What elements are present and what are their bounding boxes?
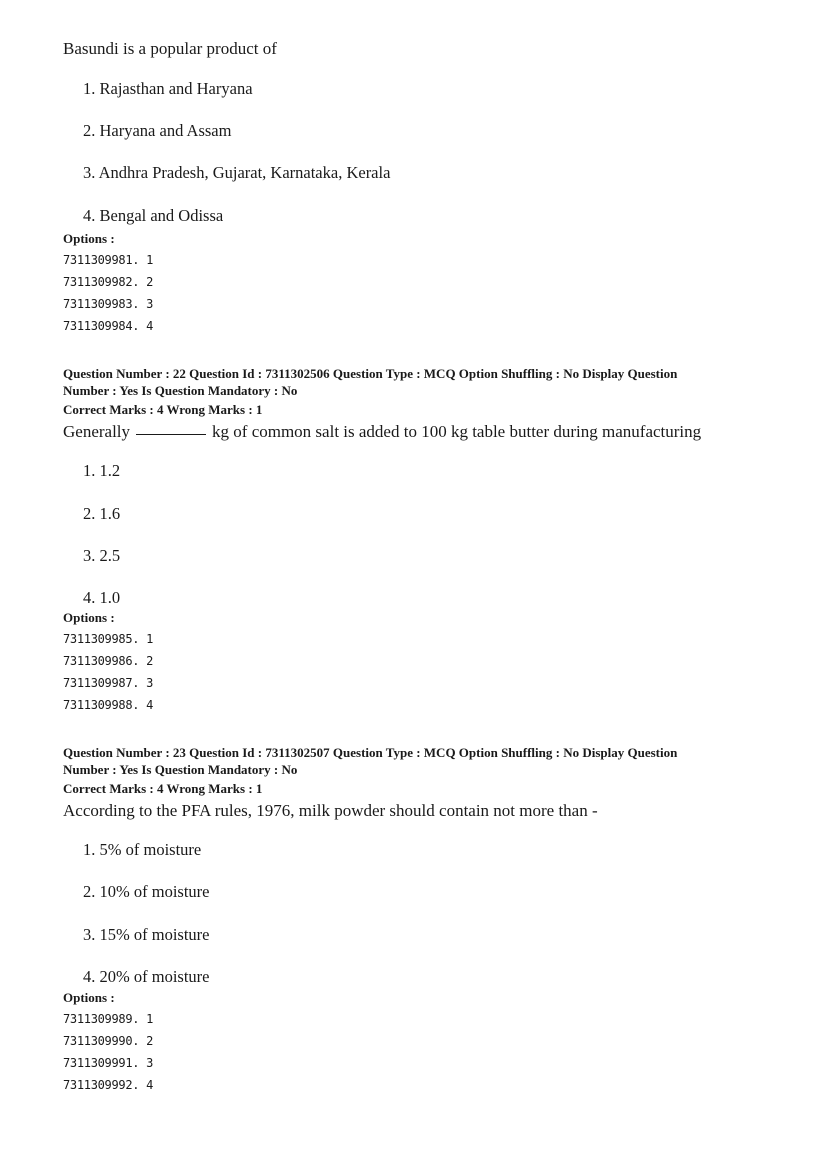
question-meta-line-1: Question Number : 23 Question Id : 7311302507 Question Type : MCQ Option Shuffling : No Display Question bbox=[63, 745, 678, 760]
marks-info: Correct Marks : 4 Wrong Marks : 1 bbox=[63, 781, 263, 796]
option-id: 7311309991. 3 bbox=[63, 1056, 154, 1070]
question-meta-line-2: Number : Yes Is Question Mandatory : No bbox=[63, 383, 298, 398]
question-text: According to the PFA rules, 1976, milk powder should contain not more than - bbox=[63, 801, 598, 820]
choice-1: 1. 5% of moisture bbox=[83, 840, 202, 859]
option-id: 7311309985. 1 bbox=[63, 632, 154, 646]
question-text-end: kg of common salt is added to 100 kg table butter during manufacturing bbox=[212, 422, 702, 441]
question-meta-line-1: Question Number : 22 Question Id : 7311302506 Question Type : MCQ Option Shuffling : No Display Question bbox=[63, 366, 678, 381]
fill-blank bbox=[136, 434, 206, 435]
option-id: 7311309986. 2 bbox=[63, 654, 154, 668]
option-id: 7311309983. 3 bbox=[63, 297, 154, 311]
choice-3: 3. 2.5 bbox=[83, 546, 121, 565]
options-label: Options : bbox=[63, 990, 115, 1005]
choice-3: 3. Andhra Pradesh, Gujarat, Karnataka, Kerala bbox=[83, 163, 391, 182]
options-label: Options : bbox=[63, 610, 115, 625]
choice-2: 2. 10% of moisture bbox=[83, 882, 210, 901]
choice-2: 2. 1.6 bbox=[83, 504, 121, 523]
option-id: 7311309990. 2 bbox=[63, 1034, 154, 1048]
choice-1: 1. Rajasthan and Haryana bbox=[83, 79, 253, 98]
marks-info: Correct Marks : 4 Wrong Marks : 1 bbox=[63, 402, 263, 417]
question-meta-line-2: Number : Yes Is Question Mandatory : No bbox=[63, 762, 298, 777]
question-text-start: Generally bbox=[63, 422, 131, 441]
choice-4: 4. 20% of moisture bbox=[83, 967, 210, 986]
option-id: 7311309982. 2 bbox=[63, 275, 154, 289]
choice-4: 4. Bengal and Odissa bbox=[83, 206, 224, 225]
option-id: 7311309981. 1 bbox=[63, 253, 154, 267]
option-id: 7311309988. 4 bbox=[63, 698, 154, 712]
question-text: Basundi is a popular product of bbox=[63, 39, 277, 58]
options-label: Options : bbox=[63, 231, 115, 246]
choice-2: 2. Haryana and Assam bbox=[83, 121, 232, 140]
option-id: 7311309989. 1 bbox=[63, 1012, 154, 1026]
choice-4: 4. 1.0 bbox=[83, 588, 121, 607]
choice-1: 1. 1.2 bbox=[83, 461, 121, 480]
option-id: 7311309987. 3 bbox=[63, 676, 154, 690]
choice-3: 3. 15% of moisture bbox=[83, 925, 210, 944]
question-text bbox=[63, 421, 773, 443]
option-id: 7311309984. 4 bbox=[63, 319, 154, 333]
option-id: 7311309992. 4 bbox=[63, 1078, 154, 1092]
question-21 bbox=[63, 38, 773, 60]
